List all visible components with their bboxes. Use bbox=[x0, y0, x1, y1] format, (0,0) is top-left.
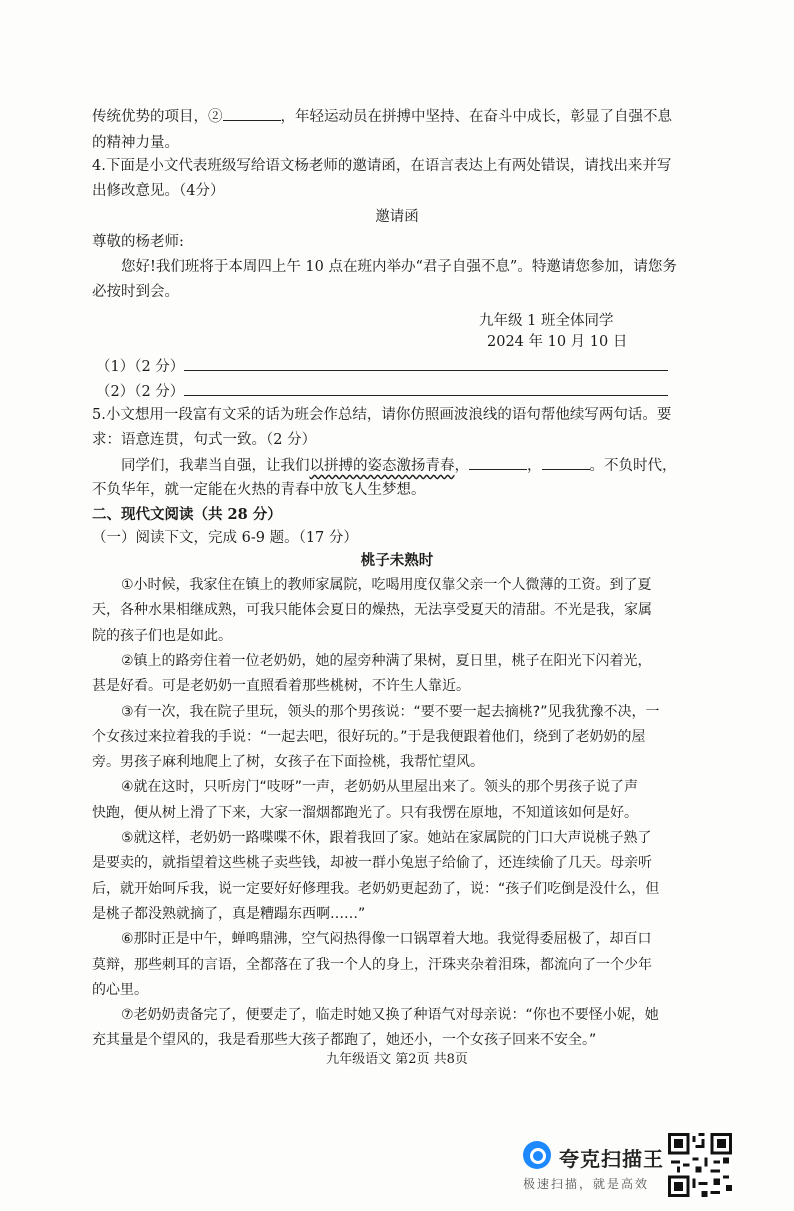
letter-title: 邀请函 bbox=[375, 209, 419, 225]
q3-text-a: 传统优势的项目，② bbox=[92, 109, 223, 125]
answer1-label: （1）（2 分） bbox=[96, 359, 185, 375]
q5-text-line2: 不负华年，就一定能在火热的青春中放飞人生梦想。 bbox=[92, 482, 426, 498]
article-line: 后，就开始呵斥我，说一定要好好修理我。老奶奶更起劲了，说：“孩子们吃倒是没什么，但 bbox=[92, 880, 660, 897]
answer1-blank bbox=[184, 356, 668, 371]
article-line: 快跑，便从树上滑了下来，大家一溜烟都跑光了。只有我愣在原地，不知道该如何是好。 bbox=[92, 804, 638, 821]
q4-prompt-line2: 出修改意见。（4分） bbox=[92, 183, 225, 199]
section2-subheading: （一）阅读下文，完成 6-9 题。（17 分） bbox=[92, 530, 358, 546]
q3-text-b: ，年轻运动员在拼搏中坚持、在奋斗中成长，彰显了自强不息 bbox=[280, 109, 672, 125]
letter-date: 2024 年 10 月 10 日 bbox=[487, 334, 628, 350]
article-line: 天，各种水果相继成熟，可我只能体会夏日的燥热，无法享受夏天的清甜。不光是我，家属 bbox=[92, 602, 652, 619]
article-line: ⑤就这样，老奶奶一路喋喋不休，跟着我回了家。她站在家属院的门口大声说桃子熟了 bbox=[121, 830, 652, 846]
q5-text-c: ， bbox=[527, 458, 542, 474]
article-line: 个女孩过来拉着我的手说：“一起去吧，很好玩的。”于是我便跟着他们，绕到了老奶奶的屋 bbox=[92, 728, 646, 745]
q3-line1 bbox=[92, 106, 672, 127]
q5-wavy-sentence: 以拼搏的姿态激扬青春 bbox=[309, 458, 455, 474]
scanner-brand-name: 夸克扫描王 bbox=[559, 1147, 664, 1171]
letter-body-line1: 您好!我们班将于本周四上午 10 点在班内举办“君子自强不息”。特邀请您参加，请您务 bbox=[121, 259, 677, 275]
article-line: 院的孩子们也是如此。 bbox=[92, 627, 232, 644]
answer2-label: （2）（2 分） bbox=[96, 384, 185, 400]
q5-text-a: 同学们，我辈当自强，让我们 bbox=[121, 458, 310, 474]
q5-blank-1 bbox=[469, 455, 527, 470]
answer-line-1 bbox=[96, 356, 668, 377]
answer-line-2 bbox=[96, 381, 668, 402]
q5-blank-2 bbox=[542, 455, 590, 470]
letter-body-line2: 必按时到会。 bbox=[92, 284, 179, 300]
q3-blank-2 bbox=[223, 106, 281, 121]
article-line: 的心里。 bbox=[92, 981, 148, 998]
q4-prompt-line1: 4.下面是小文代表班级写给语文杨老师的邀请函，在语言表达上有两处错误，请找出来并写 bbox=[92, 158, 672, 174]
q5-prompt-line1: 5.小文想用一段富有文采的话为班会作总结，请你仿照画波浪线的语句帮他续写两句话。要 bbox=[92, 407, 672, 423]
article-line: 充其量是个望风的，我是看那些大孩子都跑了，她还小，一个女孩子回来不安全。” bbox=[92, 1032, 597, 1049]
article-line: ①小时候，我家住在镇上的教师家属院，吃喝用度仅靠父亲一个人微薄的工资。到了夏 bbox=[121, 577, 652, 593]
q5-text-b: ， bbox=[454, 458, 469, 474]
article-line: 莫辩，那些刺耳的言语，全都落在了我一个人的身上，汗珠夹杂着泪珠，都流向了一个少年 bbox=[92, 956, 652, 973]
scanner-brand-slogan: 极速扫描，就是高效 bbox=[523, 1177, 650, 1191]
article-line: ④就在这时，只听房门“吱呀”一声，老奶奶从里屋出来了。领头的那个男孩子说了声 bbox=[121, 779, 639, 796]
article-line: 是桃子都没熟就摘了，真是糟蹋东西啊……” bbox=[92, 905, 366, 922]
article-line: 旁。男孩子麻利地爬上了树，女孩子在下面捡桃，我帮忙望风。 bbox=[92, 754, 484, 771]
letter-salutation: 尊敬的杨老师: bbox=[92, 234, 184, 250]
q5-prompt-line2: 求：语意连贯，句式一致。（2 分） bbox=[92, 432, 317, 448]
article-line: 甚是好看。可是老奶奶一直照看着那些桃树，不许生人靠近。 bbox=[92, 678, 470, 695]
qr-code-icon bbox=[668, 1133, 732, 1197]
q5-text-line1 bbox=[121, 455, 677, 476]
q5-text-d: 。不负时代， bbox=[589, 458, 677, 474]
article-line: ⑦老奶奶责备完了，便要走了，临走时她又换了种语气对母亲说：“你也不要怪小妮，她 bbox=[121, 1007, 659, 1024]
article-line: ③有一次，我在院子里玩，领头的那个男孩说：“要不要一起去摘桃?”见我犹豫不决，一 bbox=[121, 703, 660, 720]
article-line: 是要卖的，就指望着这些桃子卖些钱，却被一群小兔崽子给偷了，还连续偷了几天。母亲听 bbox=[92, 855, 652, 872]
answer2-blank bbox=[184, 381, 668, 396]
scanner-logo-icon bbox=[523, 1141, 551, 1169]
article-line: ②镇上的路旁住着一位老奶奶，她的屋旁种满了果树，夏日里，桃子在阳光下闪着光， bbox=[121, 652, 652, 669]
scanner-brand bbox=[515, 1137, 665, 1193]
letter-signature: 九年级 1 班全体同学 bbox=[479, 313, 614, 329]
page-footer: 九年级语文 第2页 共8页 bbox=[326, 1052, 468, 1067]
q3-line2: 的精神力量。 bbox=[92, 135, 179, 151]
article-line: ⑥那时正是中午，蝉鸣鼎沸，空气闷热得像一口锅罩着大地。我觉得委屈极了，却百口 bbox=[121, 931, 652, 948]
article-title: 桃子未熟时 bbox=[360, 552, 434, 569]
section2-heading: 二、现代文阅读（共 28 分） bbox=[92, 506, 282, 523]
